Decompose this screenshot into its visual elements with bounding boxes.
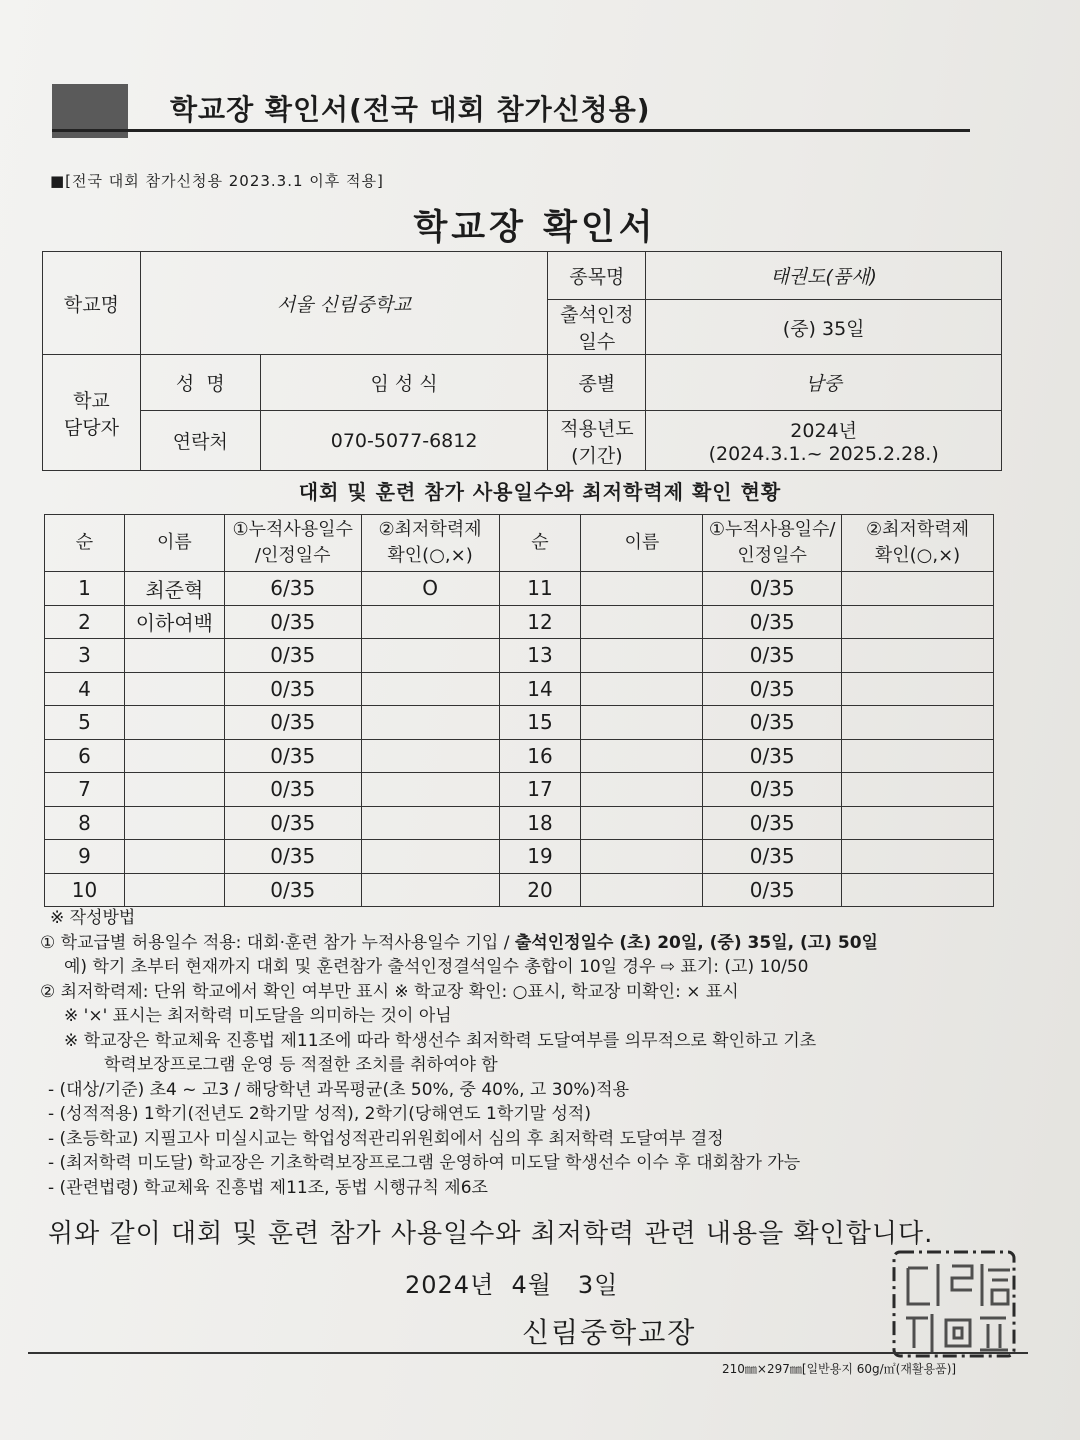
- header-check-line2: 확인(○,×): [387, 545, 473, 566]
- row-check-right: [842, 639, 994, 673]
- event-label: 종목명: [548, 252, 646, 300]
- detail-3: - (초등학교) 지필고사 미실시교는 학업성적관리위원회에서 심의 후 최저학력 도달여부 결정: [48, 1128, 724, 1149]
- school-name-value: 서울 신림중학교: [140, 252, 548, 355]
- row-days: 0/35: [224, 806, 361, 840]
- event-value: 태권도(품새): [646, 252, 1002, 300]
- row-days: 0/35: [224, 706, 361, 740]
- table-row: [45, 840, 994, 874]
- row-days-right: 0/35: [703, 873, 842, 907]
- row-check: [361, 873, 499, 907]
- table-row: [45, 806, 994, 840]
- table-row: [45, 873, 994, 907]
- attendance-label-line1: 출석인정: [560, 304, 634, 326]
- contact-label: 연락처: [140, 411, 260, 471]
- row-days: 0/35: [224, 672, 361, 706]
- row-number: 3: [45, 639, 125, 673]
- row-name-right: [581, 572, 703, 606]
- row-number: 7: [45, 773, 125, 807]
- row-number-right: 13: [499, 639, 581, 673]
- year-value: [646, 411, 1002, 471]
- year-label-line2: (기간): [571, 444, 623, 467]
- note-2-c: 학력보장프로그램 운영 등 적절한 조치를 취하여야 함: [104, 1055, 498, 1075]
- row-name-right: [581, 806, 703, 840]
- row-number-right: 17: [499, 773, 581, 807]
- row-name-right: [581, 672, 703, 706]
- detail-1: - (대상/기준) 초4 ~ 고3 / 해당학년 과목평균(초 50%, 중 40%, 고 30%)적용: [48, 1079, 630, 1100]
- row-check: [361, 773, 499, 807]
- row-name: [124, 739, 224, 773]
- table-header-row: [45, 515, 994, 572]
- school-seal-stamp: [888, 1244, 1020, 1364]
- row-check: [361, 739, 499, 773]
- header-check-right-line2: 확인(○,×): [874, 545, 961, 566]
- row-check-right: [842, 672, 994, 706]
- row-days: 0/35: [224, 840, 361, 874]
- info-table: [42, 251, 1002, 471]
- table-body: [45, 572, 994, 907]
- header-check-right-line1: ②최저학력제: [866, 519, 970, 540]
- row-name: [124, 672, 224, 706]
- row-days-right: 0/35: [703, 773, 842, 807]
- row-name: [124, 806, 224, 840]
- row-number: 4: [45, 672, 125, 706]
- header-days: [224, 515, 361, 572]
- applicability-note: ■[전국 대회 참가신청용 2023.3.1 이후 적용]: [50, 172, 384, 190]
- header-title: 학교장 확인서(전국 대회 참가신청용): [170, 93, 651, 126]
- row-check-right: [842, 840, 994, 874]
- attendance-label: [548, 300, 646, 355]
- row-name: [124, 639, 224, 673]
- row-check-right: [842, 773, 994, 807]
- gender-label: 종별: [548, 355, 646, 411]
- row-days-right: 0/35: [703, 605, 842, 639]
- row-name: 이하여백: [124, 605, 224, 639]
- row-number-right: 11: [499, 572, 581, 606]
- year-label: [548, 411, 646, 471]
- manager-label-line1: 학교: [73, 389, 110, 412]
- header-days-right-line2: 인정일수: [737, 545, 807, 566]
- row-number-right: 20: [499, 873, 581, 907]
- name-label: 성 명: [140, 355, 260, 411]
- year-value-period: (2024.3.1.~ 2025.2.28.): [708, 443, 939, 465]
- bottom-rule: [28, 1352, 1028, 1354]
- row-name: 최준혁: [124, 572, 224, 606]
- row-name: [124, 873, 224, 907]
- row-number: 9: [45, 840, 125, 874]
- row-name: [124, 773, 224, 807]
- school-name-label: 학교명: [43, 252, 141, 355]
- header-rule: [52, 129, 970, 132]
- row-number: 6: [45, 739, 125, 773]
- row-days-right: 0/35: [703, 572, 842, 606]
- name-value: 임 성 식: [260, 355, 548, 411]
- table-row: [45, 572, 994, 606]
- gender-value: 남중: [646, 355, 1002, 411]
- header-name-right: 이름: [581, 515, 703, 572]
- row-check: [361, 672, 499, 706]
- row-days-right: 0/35: [703, 739, 842, 773]
- row-check: [361, 806, 499, 840]
- note-2-b: ※ 학교장은 학교체육 진흥법 제11조에 따라 학생선수 최저학력 도달여부를 의무적으로 확인하고 기초: [64, 1030, 817, 1051]
- year-label-line1: 적용년도: [560, 417, 634, 440]
- row-days-right: 0/35: [703, 639, 842, 673]
- header-days-right: [703, 515, 842, 572]
- note-2-a: ※ '×' 표시는 최저학력 미도달을 의미하는 것이 아님: [64, 1006, 452, 1026]
- note-1: [40, 931, 1040, 956]
- note-1-example: 예) 학기 초부터 현재까지 대회 및 훈련참가 출석인정결석일수 총합이 10일 경우 ⇨ 표기: (고) 10/50: [64, 957, 809, 977]
- row-check-right: [842, 605, 994, 639]
- row-number-right: 12: [499, 605, 581, 639]
- row-number: 2: [45, 605, 125, 639]
- row-name-right: [581, 840, 703, 874]
- confirmation-statement: 위와 같이 대회 및 훈련 참가 사용일수와 최저학력 관련 내용을 확인합니다.: [48, 1219, 934, 1249]
- header-check-line1: ②최저학력제: [378, 519, 482, 540]
- paper-spec: 210㎜×297㎜[일반용지 60g/㎡(재활용품)]: [722, 1362, 957, 1376]
- row-number: 10: [45, 873, 125, 907]
- row-name-right: [581, 639, 703, 673]
- table-title: 대회 및 훈련 참가 사용일수와 최저학력제 확인 현황: [298, 480, 782, 504]
- row-days-right: 0/35: [703, 806, 842, 840]
- detail-5: - (관련법령) 학교체육 진흥법 제11조, 동법 시행규칙 제6조: [48, 1177, 488, 1198]
- table-row: [45, 672, 994, 706]
- header-no: 순: [45, 515, 125, 572]
- row-number-right: 16: [499, 739, 581, 773]
- row-check-right: [842, 739, 994, 773]
- row-days: 0/35: [224, 873, 361, 907]
- note-1-text: ① 학교급별 허용일수 적용: 대회·훈련 참가 누적사용일수 기입 /: [40, 932, 515, 953]
- contact-value: 070-5077-6812: [260, 411, 548, 471]
- row-check-right: [842, 706, 994, 740]
- manager-label-line2: 담당자: [63, 416, 119, 439]
- days-table: [44, 514, 994, 907]
- principal-name: 신림중학교장: [522, 1316, 697, 1349]
- row-days: 0/35: [224, 739, 361, 773]
- row-check: [361, 639, 499, 673]
- detail-2: - (성적적용) 1학기(전년도 2학기말 성적), 2학기(당해연도 1학기말 성적): [48, 1104, 591, 1124]
- row-days: 0/35: [224, 605, 361, 639]
- header-check: [361, 515, 499, 572]
- row-check-right: [842, 806, 994, 840]
- row-days: 0/35: [224, 773, 361, 807]
- table-row: [45, 773, 994, 807]
- table-row: [45, 739, 994, 773]
- row-number: 5: [45, 706, 125, 740]
- row-check-right: [842, 873, 994, 907]
- row-number-right: 18: [499, 806, 581, 840]
- year-value-year: 2024년: [790, 420, 858, 442]
- manager-label: [43, 355, 141, 471]
- row-days-right: 0/35: [703, 840, 842, 874]
- issue-date: 2024년 4월 3일: [405, 1271, 619, 1299]
- attendance-value: (중) 35일: [646, 300, 1002, 355]
- header-days-line1: ①누적사용일수: [232, 519, 353, 540]
- row-name-right: [581, 605, 703, 639]
- row-check: O: [361, 572, 499, 606]
- row-number: 8: [45, 806, 125, 840]
- row-days-right: 0/35: [703, 672, 842, 706]
- table-row: [45, 605, 994, 639]
- row-name-right: [581, 873, 703, 907]
- header-no-right: 순: [499, 515, 581, 572]
- table-row: [45, 639, 994, 673]
- row-number-right: 15: [499, 706, 581, 740]
- document-title: 학교장 확인서: [413, 208, 657, 248]
- row-check: [361, 605, 499, 639]
- row-name-right: [581, 739, 703, 773]
- table-row: [45, 706, 994, 740]
- header-days-right-line1: ①누적사용일수/: [708, 519, 836, 540]
- header-days-line2: /인정일수: [254, 545, 331, 566]
- note-1-bold: 출석인정일수 (초) 20일, (중) 35일, (고) 50일: [514, 932, 878, 953]
- row-check: [361, 840, 499, 874]
- row-days: 6/35: [224, 572, 361, 606]
- row-check: [361, 706, 499, 740]
- note-2: ② 최저학력제: 단위 학교에서 확인 여부만 표시 ※ 학교장 확인: ○표시, 학교장 미확인: × 표시: [40, 981, 739, 1002]
- row-number: 1: [45, 572, 125, 606]
- header-name: 이름: [124, 515, 224, 572]
- row-number-right: 19: [499, 840, 581, 874]
- detail-4: - (최저학력 미도달) 학교장은 기초학력보장프로그램 운영하여 미도달 학생선수 이수 후 대회참가 가능: [48, 1153, 801, 1173]
- row-days-right: 0/35: [703, 706, 842, 740]
- row-days: 0/35: [224, 639, 361, 673]
- row-name: [124, 840, 224, 874]
- row-name-right: [581, 773, 703, 807]
- row-number-right: 14: [499, 672, 581, 706]
- notes-section: [40, 906, 1040, 1200]
- row-check-right: [842, 572, 994, 606]
- attendance-label-line2: 일수: [578, 331, 616, 353]
- row-name: [124, 706, 224, 740]
- header-check-right: [842, 515, 994, 572]
- row-name-right: [581, 706, 703, 740]
- notes-heading: ※ 작성방법: [50, 908, 136, 928]
